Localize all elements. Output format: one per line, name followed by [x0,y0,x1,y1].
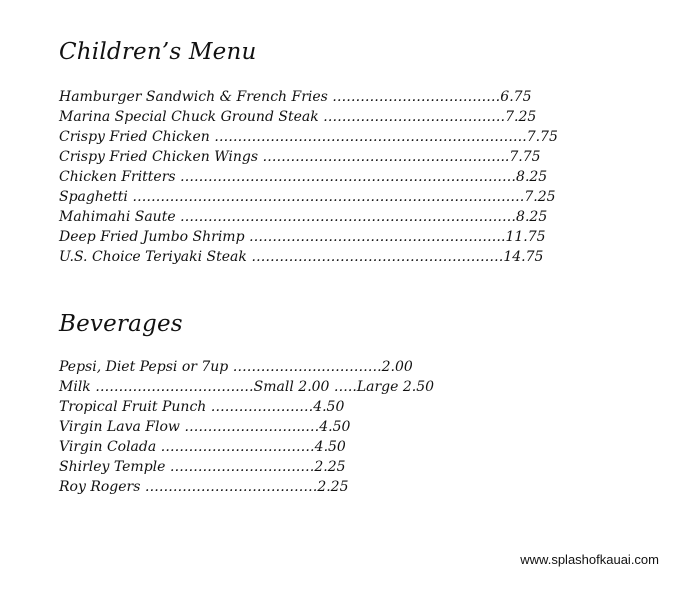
beverage-item: Virgin Lava Flow ……………………..…4.50 [59,419,351,435]
beverages-list [59,357,434,497]
menu-item: Deep Fried Jumbo Shrimp ……………………………………………….11.75 [59,229,546,245]
menu-item: Crispy Fried Chicken ………………………………………………………….7.75 [59,129,558,145]
childrens-menu-list [59,87,558,267]
menu-item: Mahimahi Saute ………………………………………………………………8.25 [59,209,548,225]
beverage-item: Roy Rogers ………………………….……2.25 [59,479,349,495]
menu-item: Spaghetti …………………………………………………………………………7.25 [59,189,556,205]
beverages-title: Beverages [59,311,183,337]
beverage-item: Virgin Colada ……………………………4.50 [59,439,346,455]
menu-item: Hamburger Sandwich & French Fries ………………………………6.75 [59,89,532,105]
beverage-item: Tropical Fruit Punch ……………….…4.50 [59,399,345,415]
beverage-item: Shirley Temple ……………………….…2.25 [59,459,346,475]
childrens-menu-title: Children’s Menu [59,39,257,65]
beverage-item: Pepsi, Diet Pepsi or 7up ……………….………….2.00 [59,359,413,375]
website-url: www.splashofkauai.com [520,552,659,567]
menu-item: Marina Special Chuck Ground Steak …………………………………7.25 [59,109,537,125]
beverage-item: Milk ………………………….…Small 2.00 …..Large 2.50 [59,379,435,395]
menu-item: Crispy Fried Chicken Wings ……………………………………………..7.75 [59,149,541,165]
menu-item: Chicken Fritters ………………………………………………………………8.25 [59,169,548,185]
menu-item: U.S. Choice Teriyaki Steak ………………………………………………14.75 [59,249,544,265]
